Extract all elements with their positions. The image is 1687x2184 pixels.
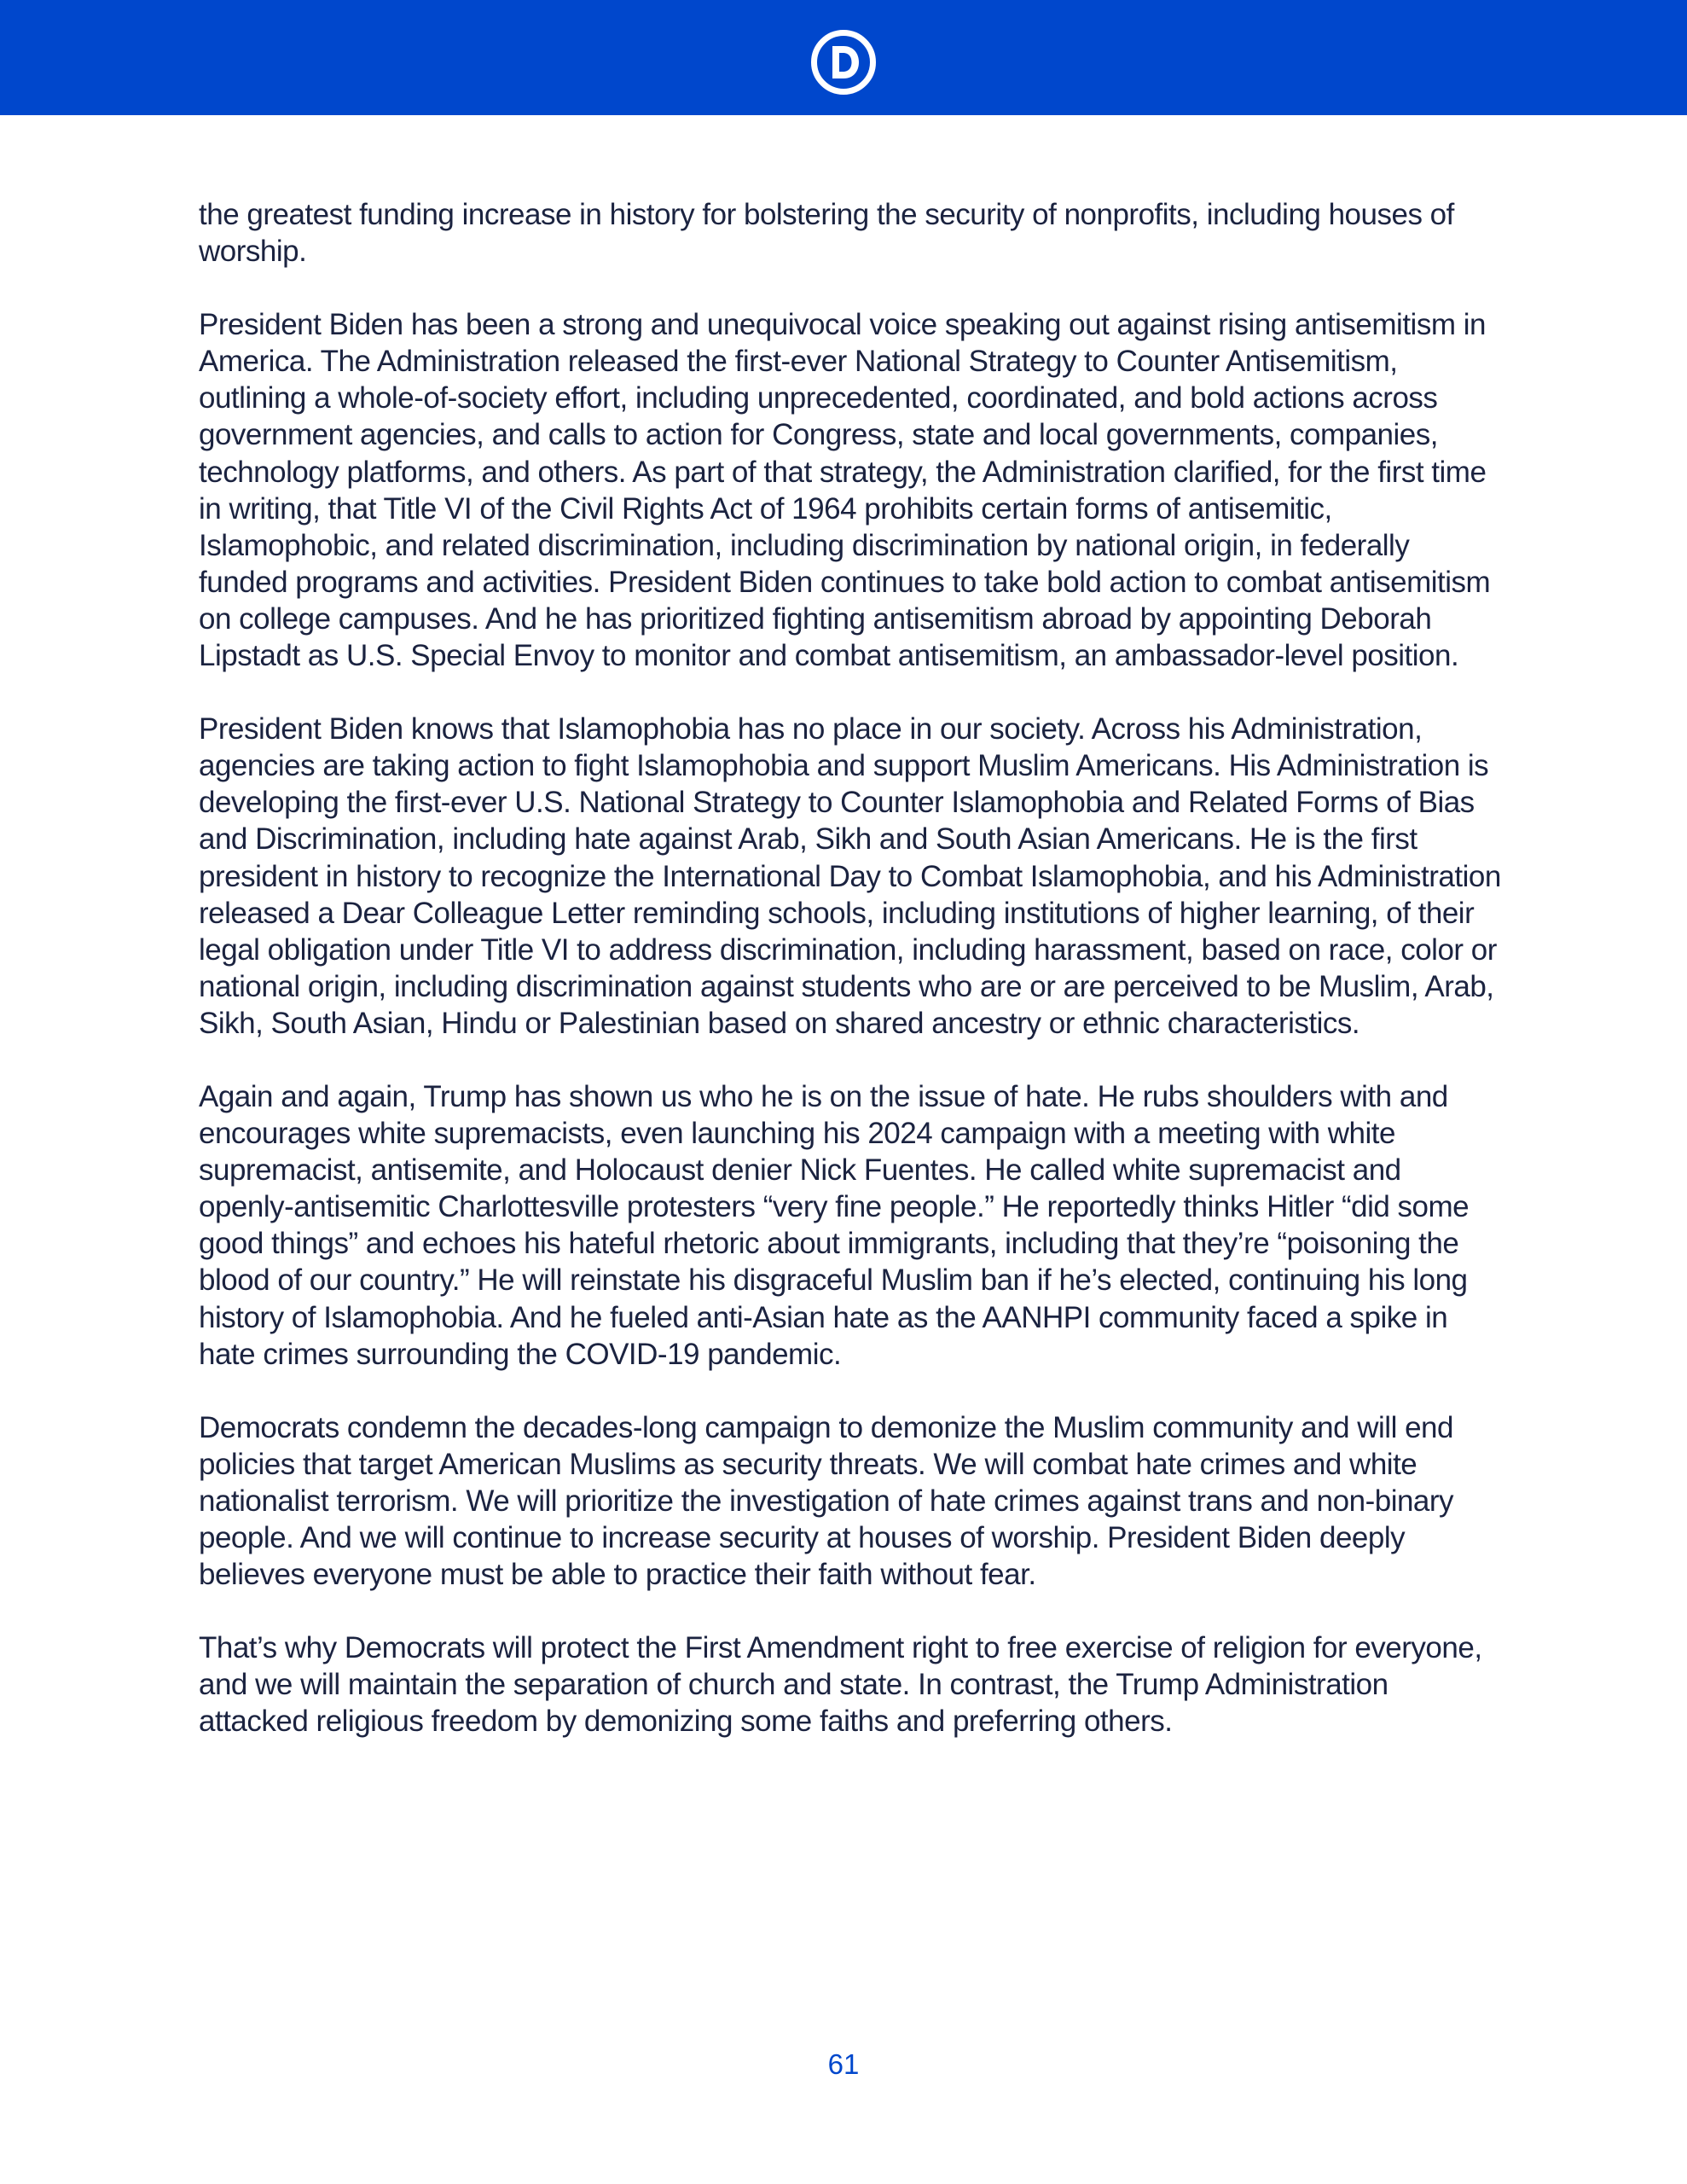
paragraph: the greatest funding increase in history for bolstering the security of nonprofits, including houses of worship.: [199, 198, 1454, 269]
paragraph: Democrats condemn the decades-long campaign to demonize the Muslim community and will end policies that target American Muslims as security threats. We will combat hate crimes and white nationalist terrorism. We will prioritize the investigation of hate crimes against trans and non-binary people. And we will continue to increase security at houses of worship. President Biden deeply believes everyone must be able to practice their faith without fear.: [199, 1410, 1454, 1592]
democratic-party-d-logo-icon: [811, 30, 876, 95]
document-body: [199, 196, 1504, 1740]
paragraph: President Biden knows that Islamophobia has no place in our society. Across his Administration, agencies are taking action to fight Islamophobia and support Muslim Americans. His Administration is developing the first-ever U.S. National Strategy to Counter Islamophobia and Related Forms of Bias and Discrimination, including hate against Arab, Sikh and South Asian Americans. He is the first president in history to recognize the International Day to Combat Islamophobia, and his Administration released a Dear Colleague Letter reminding schools, including institutions of higher learning, of their legal obligation under Title VI to address discrimination, including harassment, based on race, color or national origin, including discrimination against students who are or are perceived to be Muslim, Arab, Sikh, South Asian, Hindu or Palestinian based on shared ancestry or ethnic characteristics.: [199, 712, 1501, 1040]
header-band: [0, 0, 1687, 115]
paragraph: Again and again, Trump has shown us who he is on the issue of hate. He rubs shoulders with and encourages white supremacists, even launching his 2024 campaign with a meeting with white supremacist, antisemite, and Holocaust denier Nick Fuentes. He called white supremacist and openly-antisemitic Charlottesville protesters “very fine people.” He reportedly thinks Hitler “did some good things” and echoes his hateful rhetoric about immigrants, including that they’re “poisoning the blood of our country.” He will reinstate his disgraceful Muslim ban if he’s elected, continuing his long history of Islamophobia. And he fueled anti-Asian hate as the AANHPI community faced a spike in hate crimes surrounding the COVID-19 pandemic.: [199, 1079, 1470, 1371]
paragraph: President Biden has been a strong and unequivocal voice speaking out against rising antisemitism in America. The Administration released the first-ever National Strategy to Counter Antisemitism, outlining a whole-of-society effort, including unprecedented, coordinated, and bold actions across government agencies, and calls to action for Congress, state and local governments, companies, technology platforms, and others. As part of that strategy, the Administration clarified, for the first time in writing, that Title VI of the Civil Rights Act of 1964 prohibits certain forms of antisemitic, Islamophobic, and related discrimination, including discrimination by national origin, in federally funded programs and activities. President Biden continues to take bold action to combat antisemitism on college campuses. And he has prioritized fighting antisemitism abroad by appointing Deborah Lipstadt as U.S. Special Envoy to monitor and combat antisemitism, an ambassador-level position.: [199, 308, 1491, 673]
page-number: 61: [827, 2048, 860, 2080]
paragraph: That’s why Democrats will protect the First Amendment right to free exercise of religion for everyone, and we will maintain the separation of church and state. In contrast, the Trump Administration attacked religious freedom by demonizing some faiths and preferring others.: [199, 1631, 1482, 1739]
